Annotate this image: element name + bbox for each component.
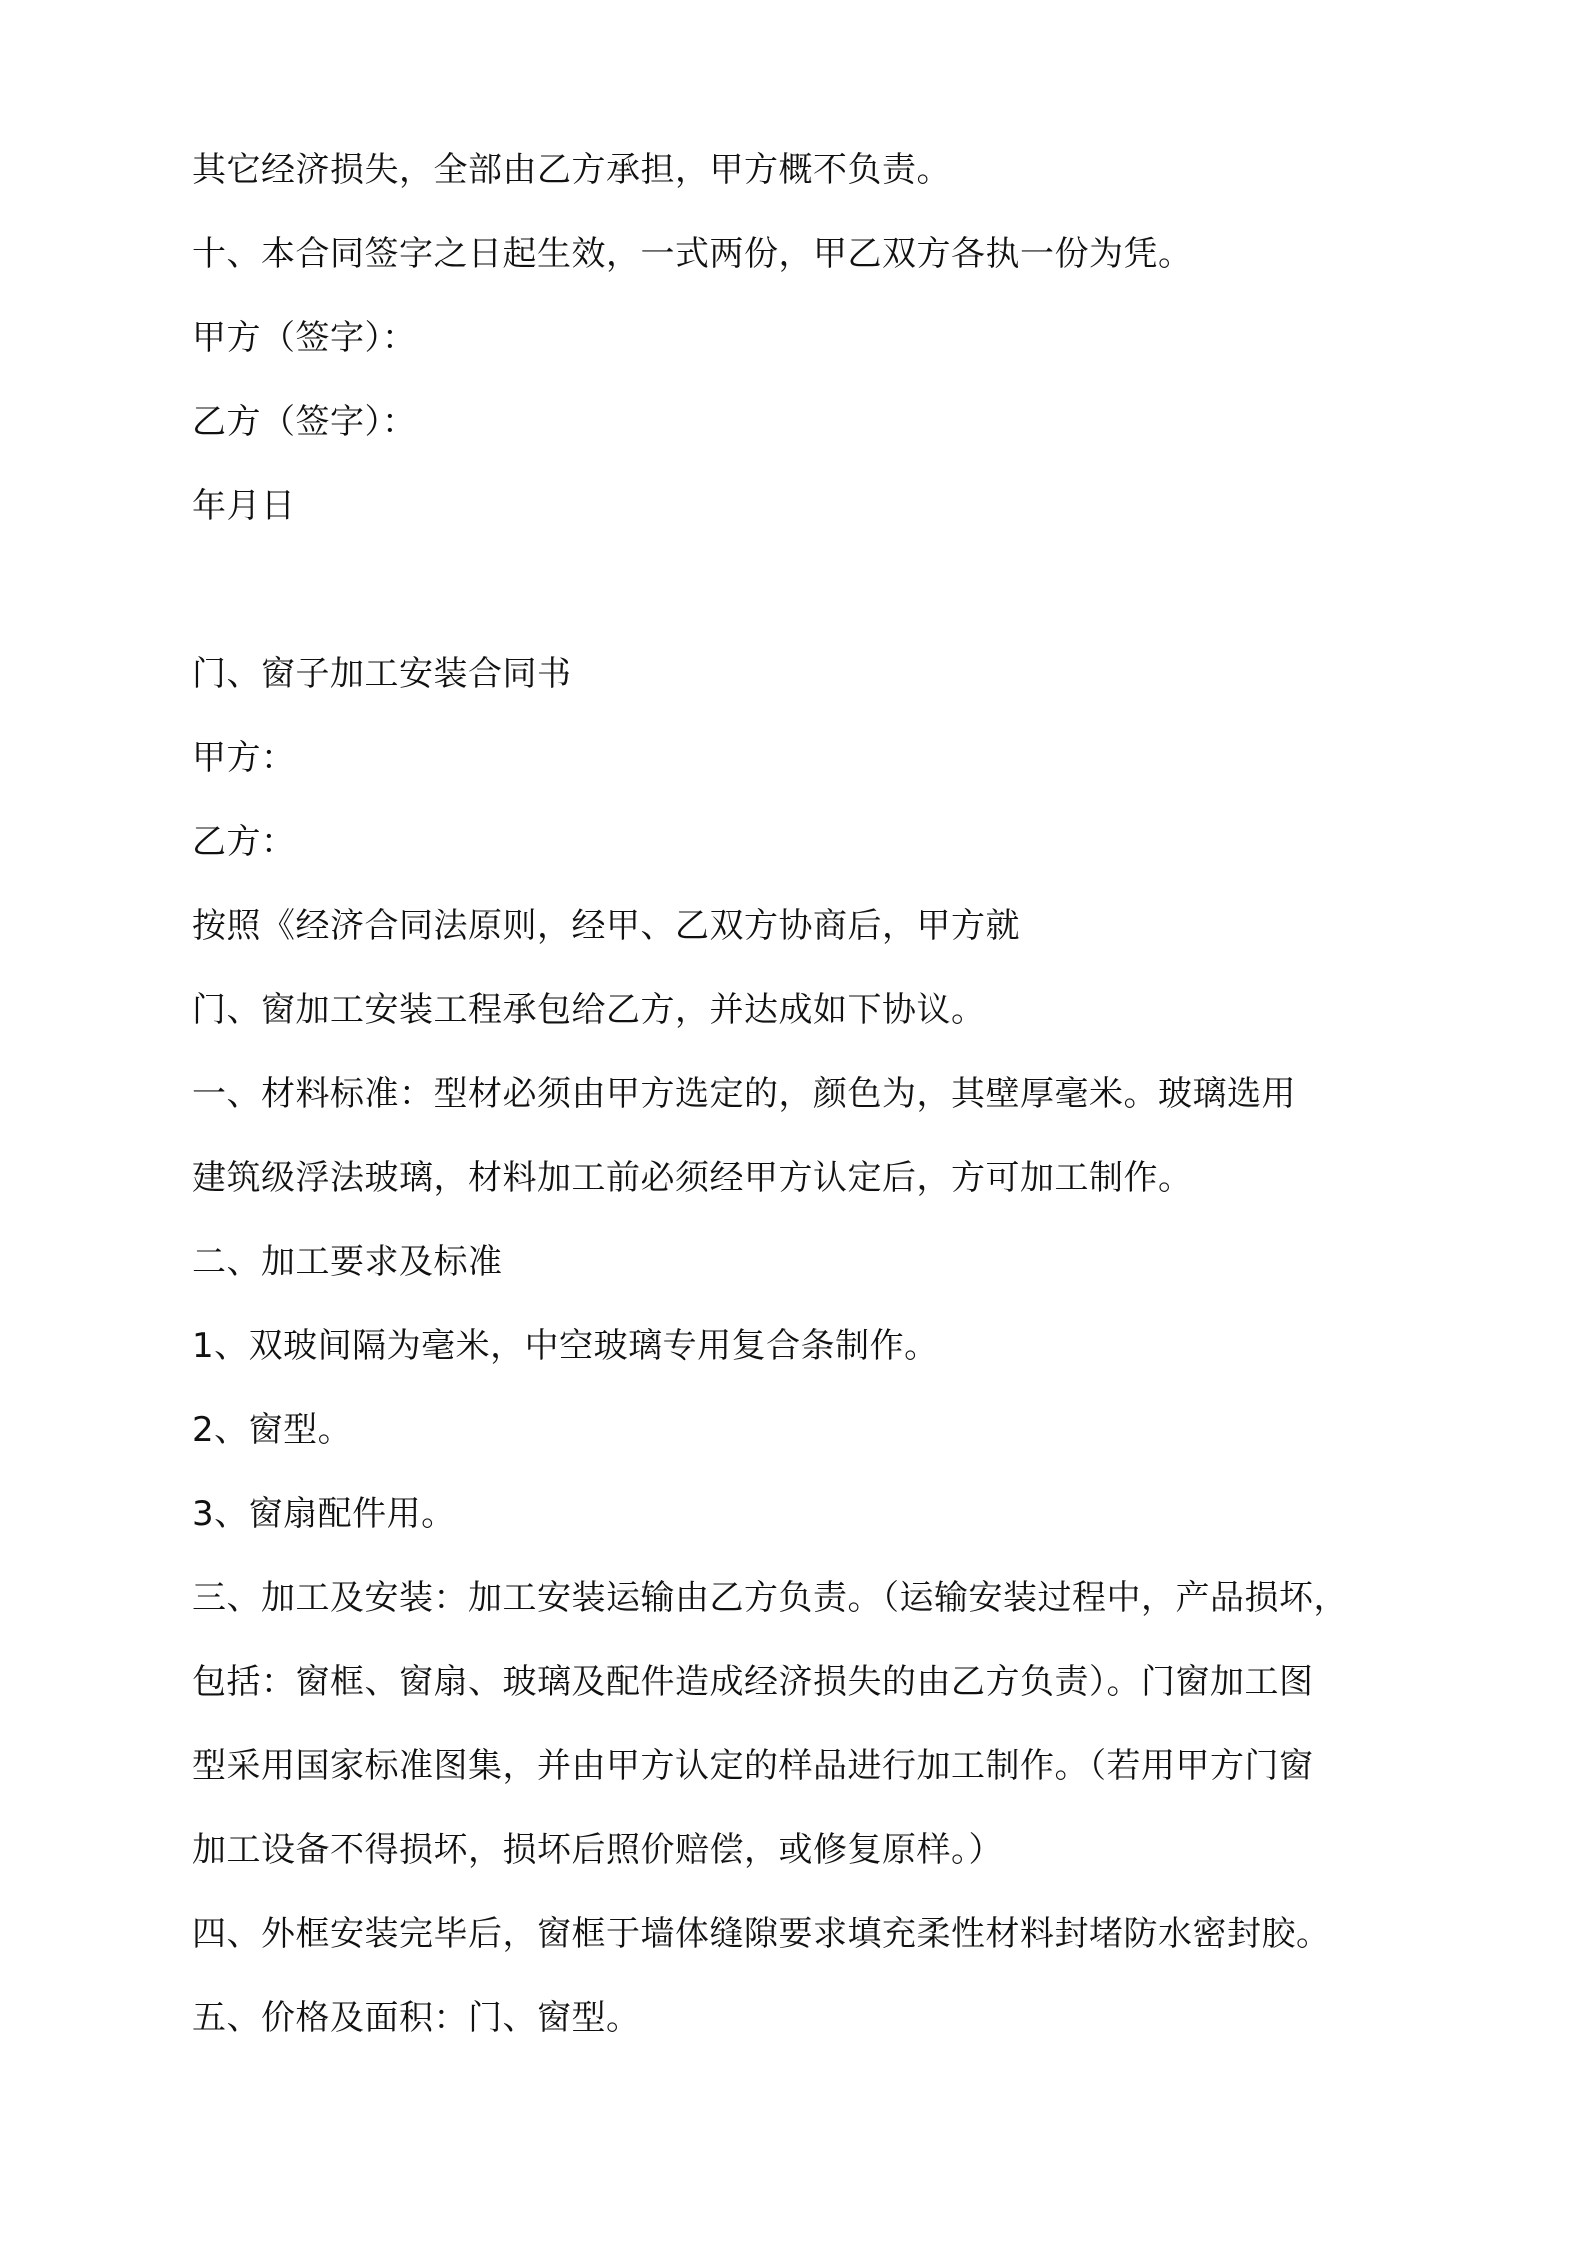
text-line: 包括：窗框、窗扇、玻璃及配件造成经济损失的由乙方负责）。门窗加工图	[192, 1662, 1314, 1702]
text-line: 按照《经济合同法原则，经甲、乙双方协商后，甲方就	[192, 906, 1020, 946]
text-line: 1、双玻间隔为毫米，中空玻璃专用复合条制作。	[192, 1326, 939, 1366]
text-line: 五、价格及面积：门、窗型。	[192, 1998, 641, 2038]
text-line: 甲方：	[192, 738, 296, 778]
text-line: 一、材料标准：型材必须由甲方选定的，颜色为，其壁厚毫米。玻璃选用	[192, 1074, 1296, 1114]
text-line: 乙方：	[192, 822, 296, 862]
contract-title: 门、窗子加工安装合同书	[192, 654, 572, 694]
text-line: 3、窗扇配件用。	[192, 1494, 456, 1534]
text-line: 加工设备不得损坏，损坏后照价赔偿，或修复原样。）	[192, 1830, 1003, 1870]
section-heading: 二、加工要求及标准	[192, 1242, 503, 1282]
text-line: 乙方（签字）：	[192, 402, 417, 442]
text-line: 门、窗加工安装工程承包给乙方，并达成如下协议。	[192, 990, 986, 1030]
text-line: 十、本合同签字之日起生效，一式两份，甲乙双方各执一份为凭。	[192, 234, 1193, 274]
text-line: 年月日	[192, 486, 296, 526]
text-line: 四、外框安装完毕后，窗框于墙体缝隙要求填充柔性材料封堵防水密封胶。	[192, 1914, 1331, 1954]
text-line: 甲方（签字）：	[192, 318, 417, 358]
text-line: 2、窗型。	[192, 1410, 353, 1450]
text-line: 建筑级浮法玻璃，材料加工前必须经甲方认定后，方可加工制作。	[192, 1158, 1193, 1198]
text-line: 型采用国家标准图集，并由甲方认定的样品进行加工制作。（若用甲方门窗	[192, 1746, 1314, 1786]
text-line: 三、加工及安装：加工安装运输由乙方负责。（运输安装过程中，产品损坏，	[192, 1578, 1348, 1618]
text-line: 其它经济损失，全部由乙方承担，甲方概不负责。	[192, 150, 951, 190]
